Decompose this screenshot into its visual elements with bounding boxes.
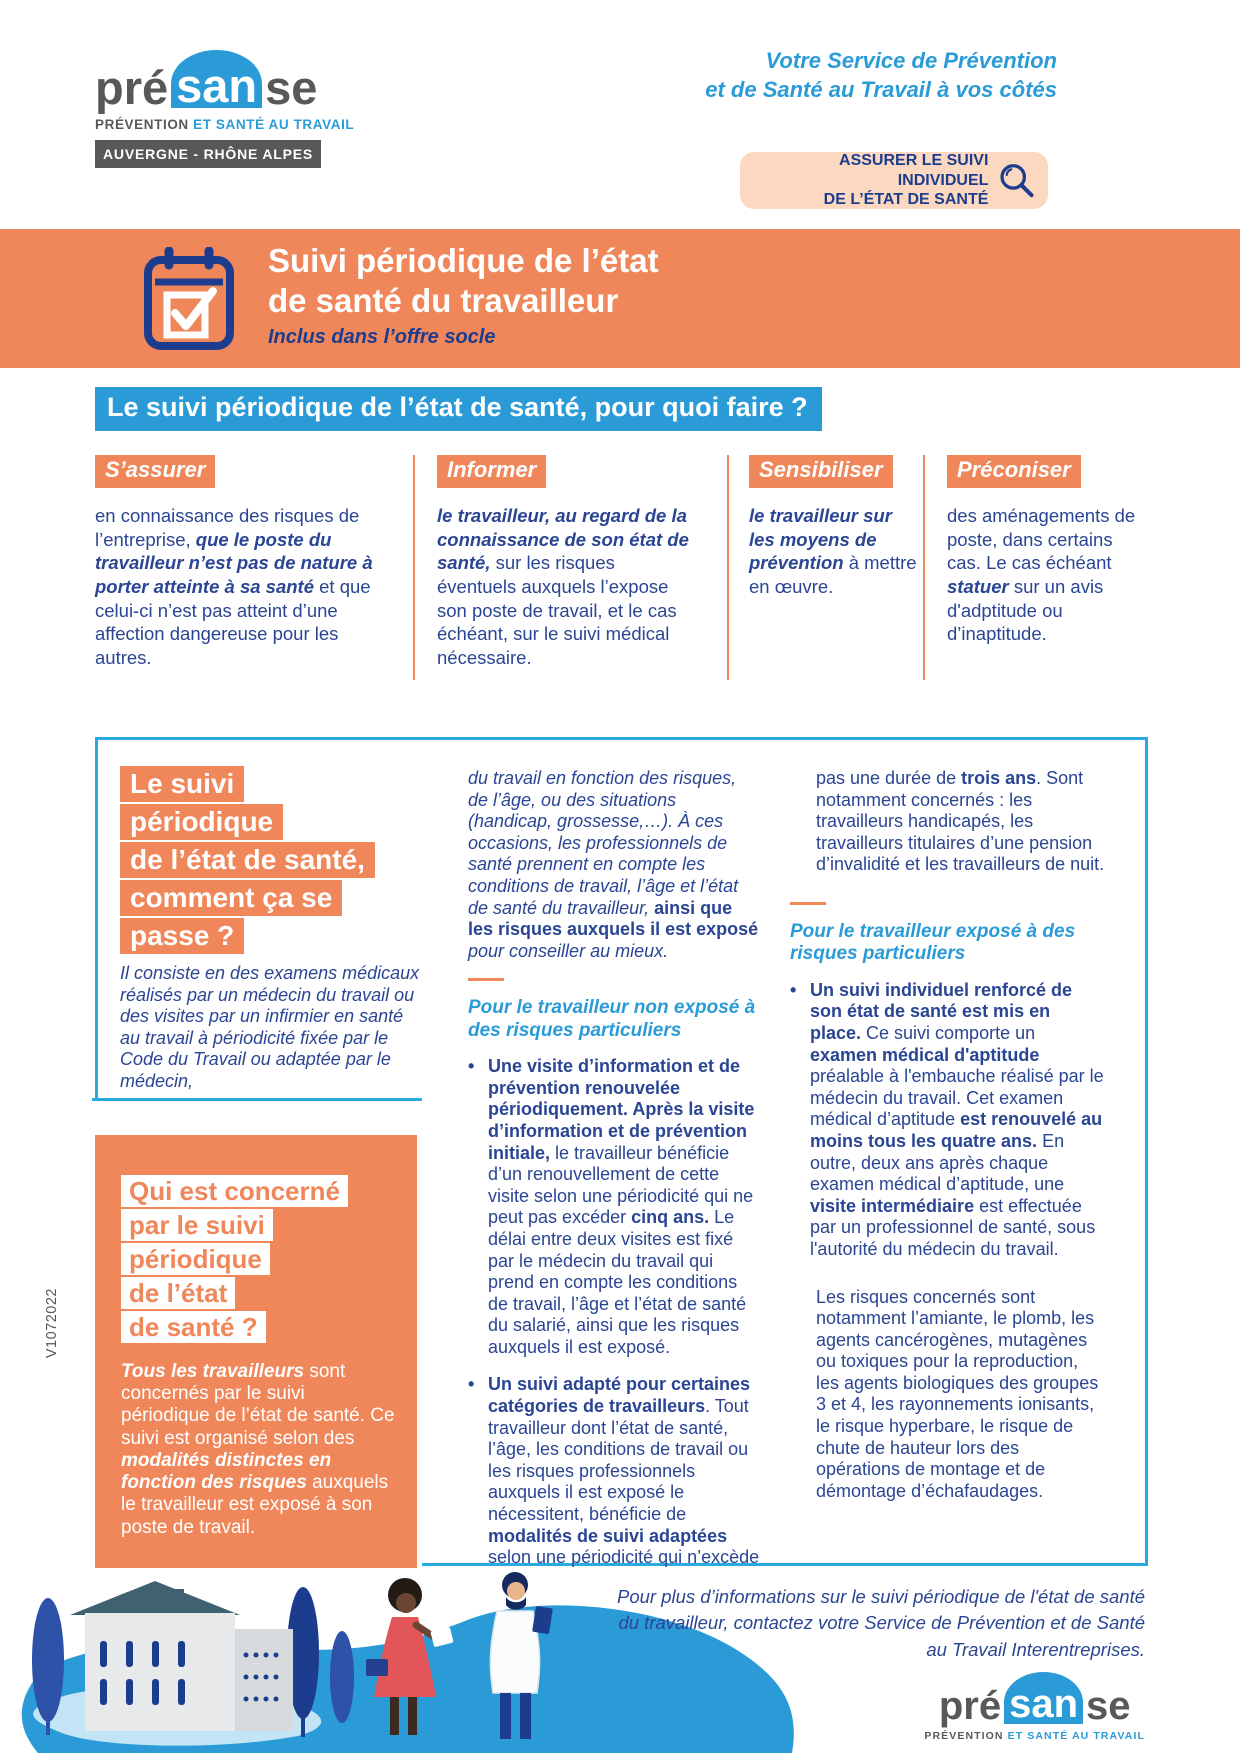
- page-subtitle: Inclus dans l’offre socle: [268, 326, 496, 348]
- footer-note-line-1: Pour plus d’informations sur le suivi périodique de l'état de santé: [617, 1586, 1145, 1607]
- how-section-title: [120, 766, 375, 956]
- building-roof: [70, 1581, 240, 1615]
- logo-subtitle: [924, 1730, 1145, 1742]
- logo-subtitle-blue: ET SANTÉ AU TRAVAIL: [1007, 1730, 1145, 1743]
- footer-note: [525, 1584, 1145, 1663]
- bullet-item: [790, 980, 1106, 1261]
- presanse-logo: [95, 50, 354, 168]
- bullet-text-visite-information: Une visite d’information et de prévention renouvelée périodiquement. Après la visite d’information et de prévention initiale, le travailleur bénéficie d’un renouvellement de cette visite selon une périodicité qui ne peut pas excéder cinq ans. Le délai entre deux visites est fixé par le médecin du travail qui prend en compte les conditions de travail, l’âge et l’état de santé du salarié, ainsi que les risques auxquels il est exposé.: [488, 1056, 755, 1357]
- panel-right-column: [790, 768, 1106, 1502]
- how-intro-paragraph: Il consiste en des examens médicaux réalisés par un médecin du travail ou des visites par un infirmier en santé au travail à périodicité fixée par le Code du Travail ou adaptée par le médecin,: [120, 963, 420, 1091]
- logo-part-pre: pré: [938, 1684, 1002, 1728]
- bullet-text-suivi-renforce: Un suivi individuel renforcé de son état de santé est mis en place. Ce suivi comporte un examen médical d'aptitude préalable à l'embauche réalisé par le médecin du travail. Cet examen médical d’aptitude est renouvelé au moins tous les quatre ans. En outre, deux ans après chaque examen médical d’aptitude, une visite intermédiaire est effectuée par un professionnel de santé, sous l'autorité du médecin du travail.: [810, 979, 1104, 1259]
- bullet-list-expose: [790, 980, 1106, 1261]
- logo-part-san: san: [171, 50, 262, 108]
- column-informer: [413, 455, 727, 680]
- tree: [330, 1631, 354, 1723]
- who-title-line-4: de l’état: [121, 1277, 235, 1309]
- presanse-logo-wordmark: [95, 50, 354, 114]
- logo-subtitle-blue: ET SANTÉ AU TRAVAIL: [193, 117, 355, 133]
- building-roof-notch: [160, 1589, 184, 1607]
- subhead-non-expose: Pour le travailleur non exposé à des risques particuliers: [468, 997, 756, 1041]
- presanse-logo-footer: [924, 1672, 1145, 1742]
- section-header: Le suivi périodique de l’état de santé, pour quoi faire ?: [95, 387, 822, 431]
- bullet-marker: •: [468, 1056, 475, 1077]
- bullet-marker: •: [468, 1374, 475, 1395]
- badge-line-2: DE L’ÉTAT DE SANTÉ: [823, 191, 989, 209]
- logo-part-se: se: [1086, 1684, 1131, 1728]
- tagline-line-2: et de Santé au Travail à vos côtés: [705, 76, 1057, 102]
- title-banner: [0, 229, 1240, 368]
- tree: [32, 1598, 64, 1722]
- column-sassurer: [95, 455, 413, 680]
- column-body-informer: le travailleur, au regard de la connaissance de son état de santé, sur les risques éventuels auxquels l’expose son poste de travail, et le cas échéant, sur le suivi médical nécessaire.: [437, 505, 689, 669]
- who-section-title: [121, 1175, 397, 1345]
- header-tagline: [600, 47, 1057, 104]
- how-continuation-paragraph: du travail en fonction des risques, de l’âge, ou des situations (handicap, grossesse,…). À ces occasions, les professionnels de santé prennent en compte les conditions de travail, l’âge et l’état de santé du travailleur, ainsi que les risques auxquels il est exposé pour conseiller au mieux.: [468, 768, 759, 961]
- bullet-text-suivi-adapte: Un suivi adapté pour certaines catégories de travailleurs. Tout travailleur dont l’état de santé, l’âge, les conditions de travail ou les risques professionnels auxquels il est exposé le nécessitent, bénéficie de modalités de suivi adaptées selon une périodicité qui n’excède: [488, 1374, 760, 1568]
- badge-line-1: ASSURER LE SUIVI INDIVIDUEL: [839, 152, 989, 189]
- logo-region-bar: AUVERGNE - RHÔNE ALPES: [95, 140, 321, 168]
- bullet-item: [468, 1056, 760, 1358]
- page-title: [268, 241, 659, 321]
- orange-divider: [790, 902, 826, 905]
- version-label: V1072022: [44, 1288, 60, 1359]
- who-body-paragraph: Tous les travailleurs sont concernés par le suivi périodique de l’état de santé. Ce suivi est organisé selon des modalités distinctes en fonction des risques auxquels le travailleur est exposé à son poste de travail.: [121, 1361, 395, 1538]
- who-section-box: [95, 1135, 417, 1568]
- logo-part-pre: pré: [95, 61, 169, 114]
- logo-subtitle-gray: PRÉVENTION: [924, 1730, 1008, 1743]
- column-badge-sensibiliser: Sensibiliser: [749, 455, 893, 488]
- who-title-line-2: par le suivi: [121, 1209, 273, 1241]
- footer-note-line-2: du travailleur, contactez votre Service de Prévention et de Santé: [618, 1612, 1145, 1634]
- panel-middle-column: [468, 768, 760, 1585]
- logo-subtitle: [95, 117, 354, 132]
- building-body: [85, 1613, 235, 1731]
- how-title-line-2: périodique: [120, 804, 283, 840]
- how-title-line-3: de l’état de santé,: [120, 842, 375, 878]
- building-annex: [235, 1629, 293, 1731]
- how-title-line-4: comment ça se: [120, 880, 342, 916]
- logo-part-se: se: [265, 61, 318, 114]
- how-title-line-5: passe ?: [120, 918, 244, 954]
- logo-part-san: san: [1004, 1672, 1083, 1724]
- suivi-individuel-badge-text: [752, 151, 988, 210]
- column-sensibiliser: [727, 455, 923, 680]
- right-paragraph-2: Les risques concernés sont notamment l’amiante, le plomb, les agents cancérogènes, mutagènes ou toxiques pour la reproduction, les agents biologiques des groupes 3 et 4, les rayonnements ionisants, le risque hyperbare, le risque de chute de hauteur lors des opérations de montage et de démontage d’échafaudages.: [816, 1286, 1099, 1501]
- orange-divider: [468, 978, 504, 981]
- magnifier-icon: [997, 160, 1038, 202]
- calendar-check-icon: [143, 247, 235, 351]
- logo-subtitle-gray: PRÉVENTION: [95, 117, 194, 133]
- bullet-list-non-expose: [468, 1056, 760, 1569]
- page-title-line-1: Suivi périodique de l’état: [268, 242, 659, 279]
- column-badge-sassurer: S’assurer: [95, 455, 215, 488]
- purpose-columns: [95, 455, 1147, 680]
- column-badge-informer: Informer: [437, 455, 546, 488]
- column-badge-preconiser: Préconiser: [947, 455, 1081, 488]
- column-body-sassurer: en connaissance des risques de l’entreprise, que le poste du travailleur n’est pas de nature à porter atteinte à sa santé et que celui-ci n’est pas atteint d’une affection dangereuse pour les autres.: [95, 505, 373, 669]
- how-title-line-1: Le suivi: [120, 766, 244, 802]
- who-title-line-1: Qui est concerné: [121, 1175, 348, 1207]
- bullet-item: [468, 1374, 760, 1568]
- who-title-line-5: de santé ?: [121, 1311, 266, 1343]
- page-title-line-2: de santé du travailleur: [268, 282, 619, 319]
- footer-note-line-3: au Travail Interentreprises.: [926, 1638, 1145, 1660]
- column-body-preconiser: des aménagements de poste, dans certains cas. Le cas échéant statuer sur un avis d'adptitude ou d’inaptitude.: [947, 505, 1136, 645]
- right-paragraph-1: pas une durée de trois ans. Sont notamment concernés : les travailleurs handicapés, les travailleurs titulaires d’une pension d’invalidité et les travailleurs de nuit.: [816, 768, 1105, 875]
- suivi-individuel-badge: [740, 152, 1048, 209]
- presanse-logo-wordmark: [938, 1672, 1131, 1728]
- tagline-line-1: Votre Service de Prévention: [765, 48, 1057, 73]
- bullet-marker: •: [790, 979, 797, 1000]
- subhead-expose: Pour le travailleur exposé à des risques particuliers: [790, 920, 1076, 965]
- column-body-sensibiliser: le travailleur sur les moyens de prévention à mettre en œuvre.: [749, 505, 917, 598]
- who-title-line-3: périodique: [121, 1243, 270, 1275]
- column-preconiser: [923, 455, 1147, 680]
